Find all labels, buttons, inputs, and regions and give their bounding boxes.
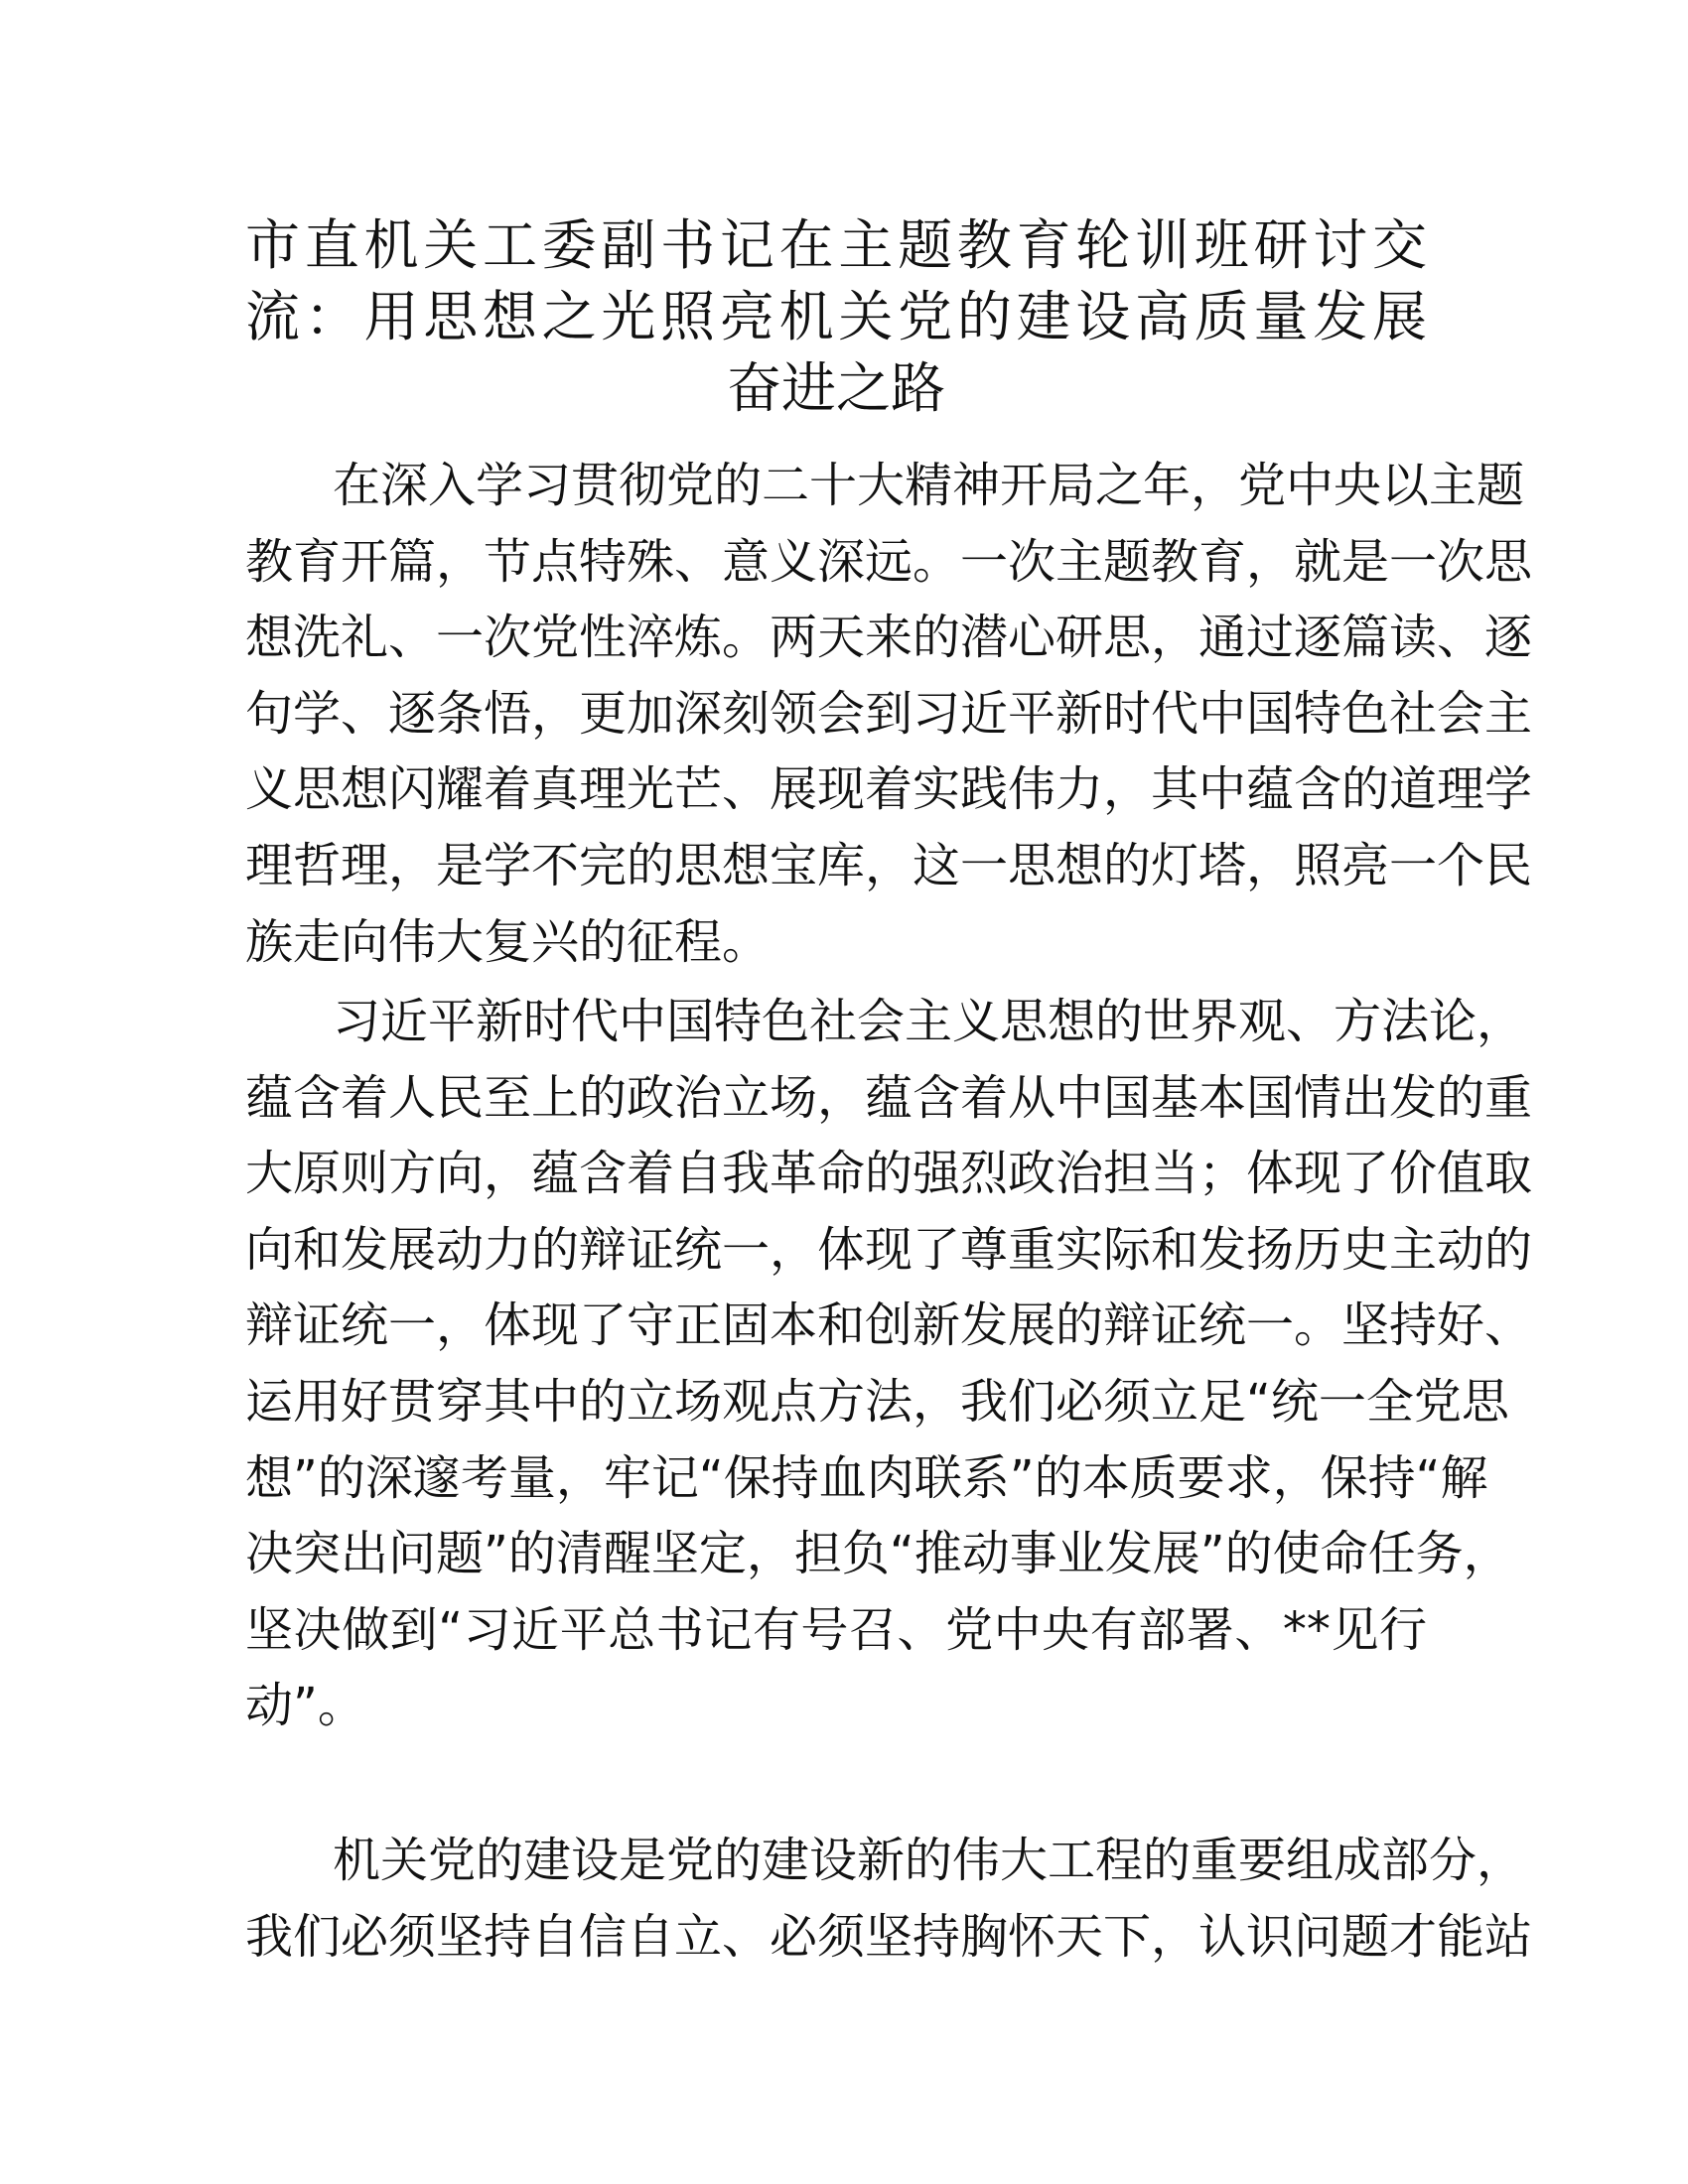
text-line: 决突出问题”的清醒坚定，担负“推动事业发展”的使命任务， [245, 1526, 1511, 1582]
text-line: 族走向伟大复兴的征程。 [245, 913, 771, 970]
text-line: 坚决做到“习近平总书记有号召、党中央有部署、**见行 [245, 1601, 1427, 1658]
text-line: 句学、逐条悟，更加深刻领会到习近平新时代中国特色社会主 [245, 685, 1533, 742]
text-line: 我们必须坚持自信自立、必须坚持胸怀天下，认识问题才能站 [245, 1908, 1533, 1965]
text-line: 机关党的建设是党的建设新的伟大工程的重要组成部分， [333, 1833, 1525, 1888]
text-line: 想”的深邃考量，牢记“保持血肉联系”的本质要求，保持“解 [245, 1449, 1488, 1506]
text-line: 运用好贯穿其中的立场观点方法，我们必须立足“统一全党思 [245, 1373, 1509, 1430]
text-line: 习近平新时代中国特色社会主义思想的世界观、方法论， [333, 994, 1525, 1049]
text-line: 辩证统一，体现了守正固本和创新发展的辩证统一。坚持好、 [245, 1297, 1533, 1354]
title-line: 奋进之路 [726, 356, 945, 420]
text-line: 教育开篇，节点特殊、意义深远。一次主题教育，就是一次思 [245, 533, 1533, 590]
paragraph-2 [245, 984, 1533, 1744]
paragraph-3 [245, 1823, 1533, 1975]
text-line: 理哲理，是学不完的思想宝库，这一思想的灯塔，照亮一个民 [245, 837, 1533, 893]
text-line: 在深入学习贯彻党的二十大精神开局之年，党中央以主题 [333, 458, 1525, 513]
text-line: 想洗礼、一次党性淬炼。两天来的潜心研思，通过逐篇读、逐 [245, 610, 1533, 666]
paragraph-1 [245, 448, 1533, 980]
text-line: 蕴含着人民至上的政治立场，蕴含着从中国基本国情出发的重 [245, 1069, 1533, 1126]
document-title [245, 209, 1427, 424]
text-line: 义思想闪耀着真理光芒、展现着实践伟力，其中蕴含的道理学 [245, 761, 1533, 818]
text-line: 向和发展动力的辩证统一，体现了尊重实际和发扬历史主动的 [245, 1221, 1533, 1278]
title-line: 市直机关工委副书记在主题教育轮训班研讨交 [245, 213, 1427, 277]
text-line: 动”。 [245, 1678, 365, 1734]
title-line: 流：用思想之光照亮机关党的建设高质量发展 [245, 285, 1427, 348]
text-line: 大原则方向，蕴含着自我革命的强烈政治担当；体现了价值取 [245, 1146, 1533, 1202]
